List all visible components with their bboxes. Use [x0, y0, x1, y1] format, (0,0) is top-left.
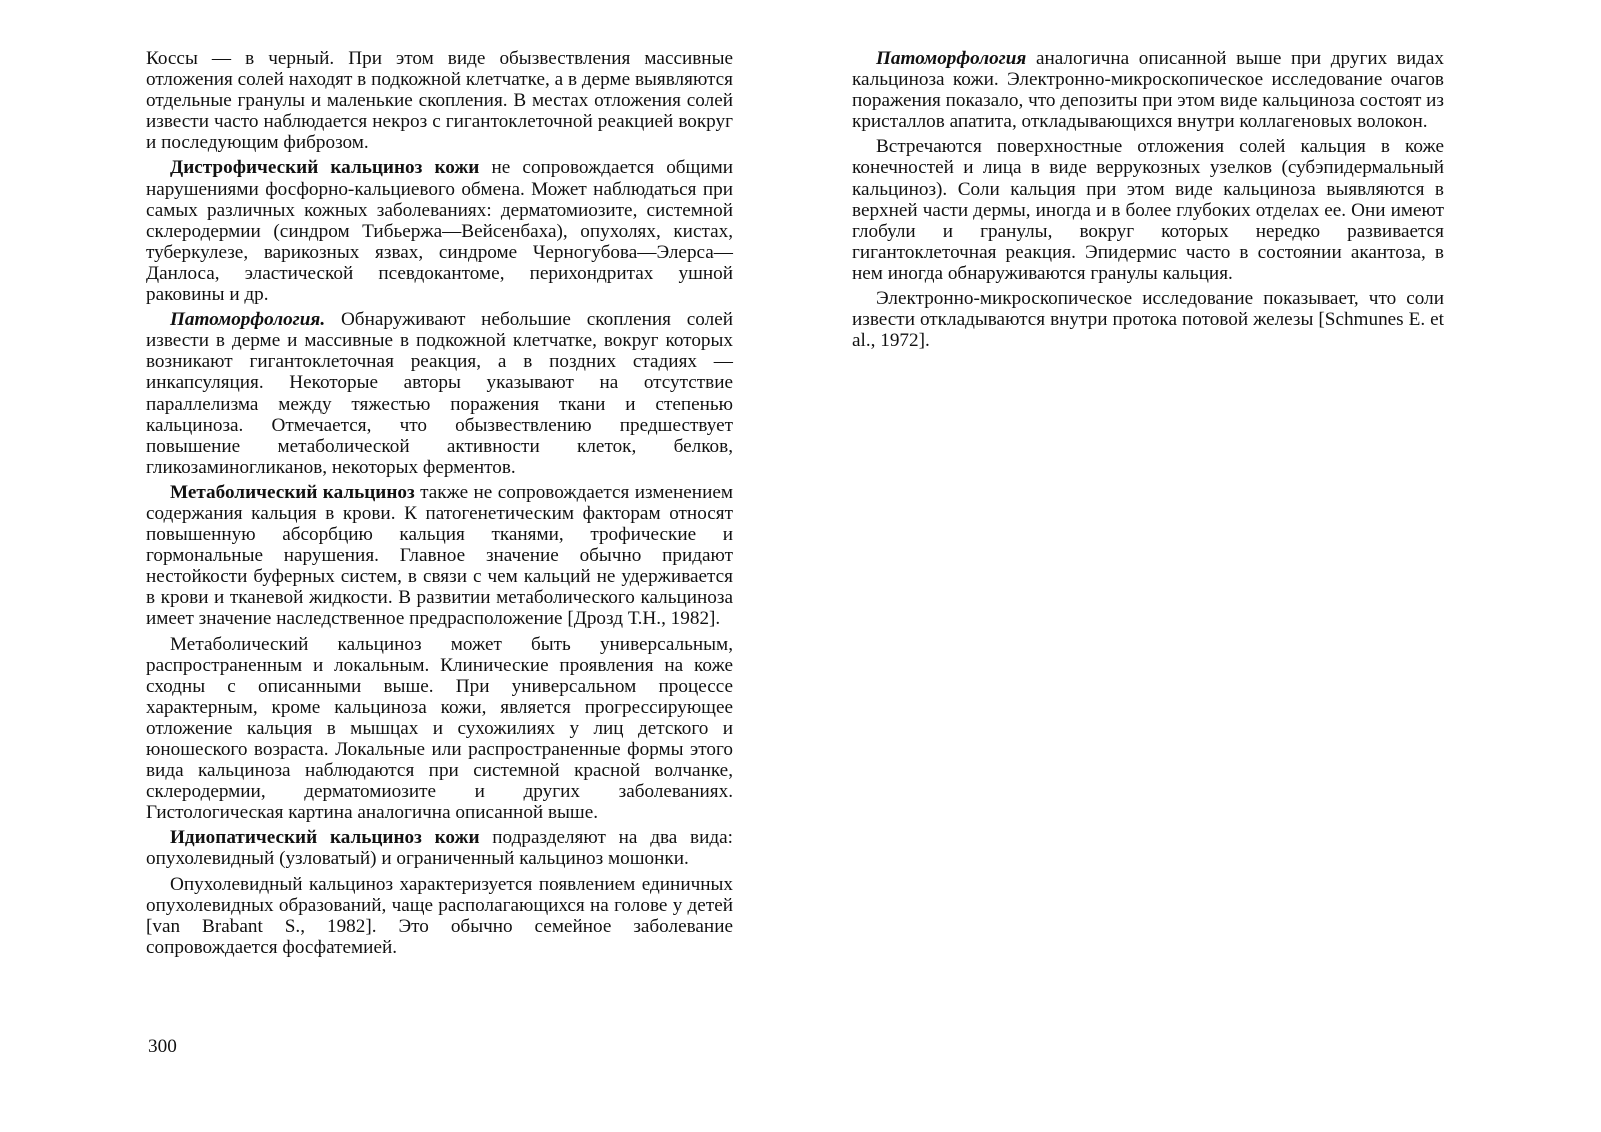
paragraph: [146, 157, 733, 305]
paragraph: [146, 634, 733, 824]
paragraph-text: не сопровождается общими нарушениями фосфорно-кальциевого обмена. Может наблюдаться при самых различных кожных заболеваниях: дерматомиозите, системной склеродермии (синдром Тибьержа—Вейсенбаха), опухолях, кистах, туберкулезе, варикозных язвах, синдроме Черногубова—Элерса—Данлоса, эластической псевдокантоме, перихондритах ушной раковины и др.: [146, 157, 733, 306]
paragraph-text: аналогична описанной выше при других видах кальциноза кожи. Электронно-микроскопическое исследование очагов поражения показало, что депозиты при этом виде кальциноза состоят из кристаллов апатита, откладывающихся внутри коллагеновых волокон.: [852, 48, 1444, 133]
paragraph-text: Коссы — в черный. При этом виде обызвествления массивные отложения солей находят в подкожной клетчатке, а в дерме выявляются отдельные гранулы и маленькие скопления. В местах отложения солей извести часто наблюдается некроз с гигантоклеточной реакцией вокруг и последующим фиброзом.: [146, 48, 733, 154]
paragraph: [852, 288, 1444, 351]
paragraph-text: Опухолевидный кальциноз характеризуется появлением единичных опухолевидных образований, чаще располагающихся на голове у детей [van Brabant S., 1982]. Это обычно семейное заболевание сопровождается фосфатемией.: [146, 873, 733, 958]
paragraph: [146, 874, 733, 958]
paragraph: [852, 136, 1444, 284]
paragraph: [852, 48, 1444, 132]
paragraph-text: Метаболический кальциноз может быть универсальным, распространенным и локальным. Клинические проявления на коже сходны с описанными выше. При универсальном процессе характерным, кроме кальциноза кожи, является прогрессирующее отложение кальция в мышцах и сухожилиях у лиц детского и юношеского возраста. Локальные или распространенные формы этого вида кальциноза наблюдаются при системной красной волчанке, склеродермии, дерматомиозите и других заболеваниях. Гистологическая картина аналогична описанной выше.: [146, 633, 733, 824]
section-term: Патоморфология: [876, 48, 1027, 69]
right-page-text: [852, 48, 1444, 355]
paragraph-text: Встречаются поверхностные отложения солей кальция в коже конечностей и лица в виде веррукозных узелков (субэпидермальный кальциноз). Соли кальция при этом виде кальциноза выявляются в верхней части дермы, иногда и в более глубоких отделах ее. Они имеют глобули и гранулы, вокруг которых нередко развивается гигантоклеточная реакция. Эпидермис часто в состоянии акантоза, в нем иногда обнаруживаются гранулы кальция.: [852, 136, 1444, 284]
section-term: Дистрофический кальциноз кожи: [170, 157, 480, 179]
section-term: Патоморфология.: [170, 309, 326, 331]
paragraph-text: Электронно-микроскопическое исследование показывает, что соли извести откладываются внутри протока потовой железы [Schmunes E. et al., 1972].: [852, 288, 1444, 352]
paragraph-text: подразделяют на два вида: опухолевидный (узловатый) и ограниченный кальциноз мошонки.: [146, 827, 733, 870]
page-number: 300: [148, 1036, 177, 1057]
paragraph: [146, 48, 733, 153]
paragraph-text: Обнаруживают небольшие скопления солей извести в дерме и массивные в подкожной клетчатке, вокруг которых возникают гигантоклеточная реакция, а в поздних стадиях — инкапсуляция. Некоторые авторы указывают на отсутствие параллелизма между тяжестью поражения ткани и степенью кальциноза. Отмечается, что обызвествлению предшествует повышение метаболической активности клеток, белков, гликозаминогликанов, некоторых ферментов.: [146, 309, 733, 478]
paragraph: [146, 309, 733, 478]
paragraph: [146, 482, 733, 630]
section-term: Метаболический кальциноз: [170, 481, 415, 503]
left-page-text: [146, 48, 733, 962]
section-term: Идиопатический кальциноз кожи: [170, 827, 480, 849]
paragraph-text: также не сопровождается изменением содержания кальция в крови. К патогенетическим факторам относят повышенную абсорбцию кальция тканями, трофические и гормональные нарушения. Главное значение обычно придают нестойкости буферных систем, в связи с чем кальций не удерживается в крови и тканевой жидкости. В развитии метаболического кальциноза имеет значение наследственное предрасположение [Дрозд Т.Н., 1982].: [146, 481, 733, 630]
paragraph: [146, 827, 733, 869]
